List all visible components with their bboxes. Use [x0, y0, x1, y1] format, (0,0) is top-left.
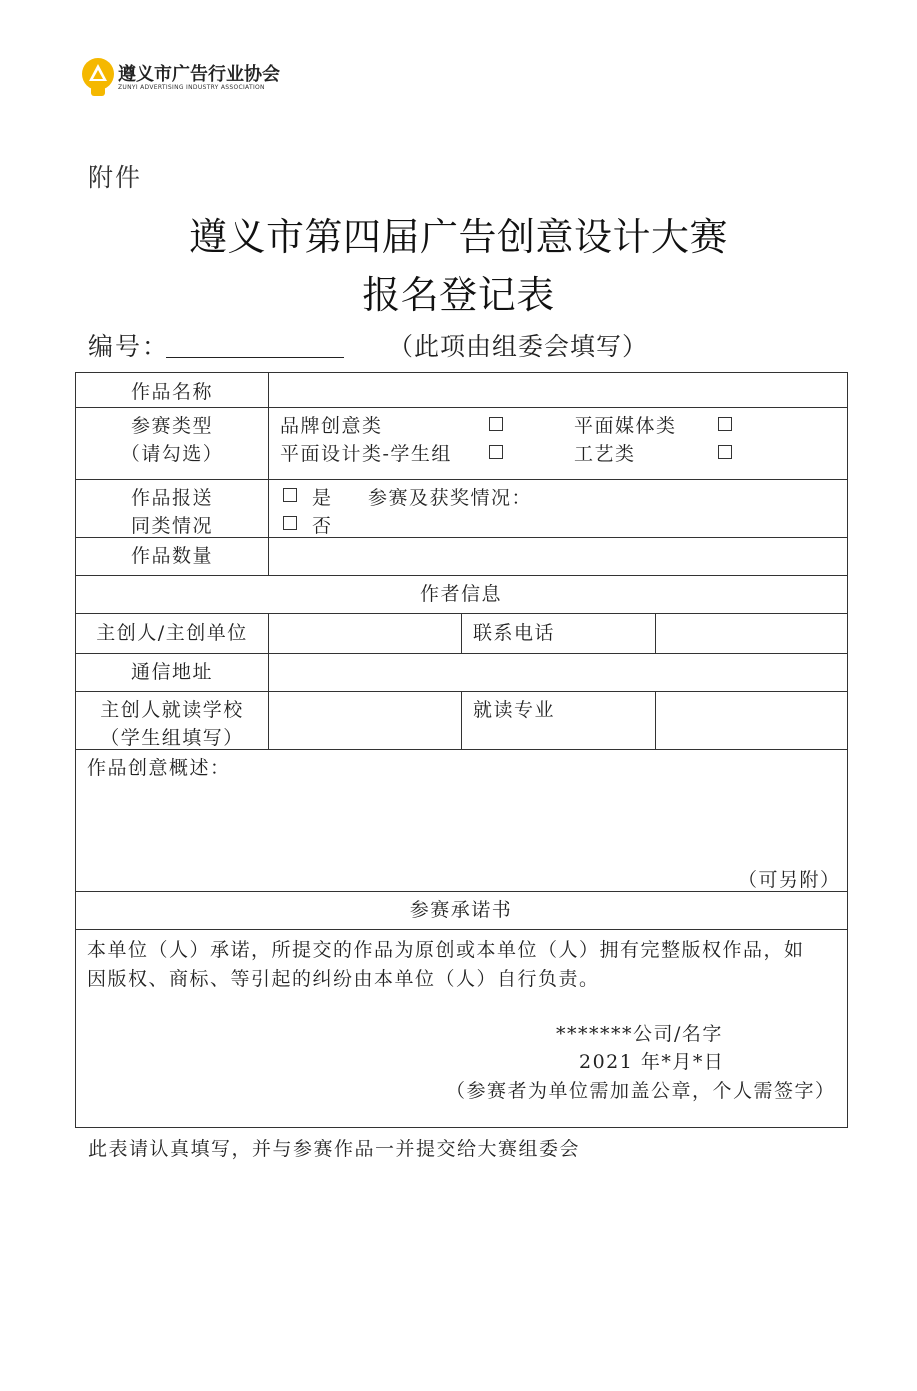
concept-label: 作品创意概述：: [87, 757, 231, 779]
school-label: 主创人就读学校: [100, 699, 244, 721]
option-graphic-student-checkbox[interactable]: [489, 445, 503, 459]
row-divider: [76, 929, 847, 930]
row-divider: [76, 575, 847, 576]
work-name-field[interactable]: [270, 375, 845, 405]
similar-label: 作品报送: [130, 487, 213, 509]
footer-note: 此表请认真填写，并与参赛作品一并提交给大赛组委会: [88, 1138, 581, 1160]
row-divider: [76, 891, 847, 892]
concept-field[interactable]: [78, 781, 844, 863]
pledge-section-header: 参赛承诺书: [409, 899, 513, 921]
number-row: [88, 327, 788, 363]
column-divider: [268, 613, 269, 749]
option-craft-checkbox[interactable]: [718, 445, 732, 459]
option-craft-label: 工艺类: [574, 443, 636, 465]
similar-label-line2: 同类情况: [130, 515, 213, 537]
concept-note: （可另附）: [738, 869, 841, 891]
logo-chinese-name: 遵义市广告行业协会: [118, 64, 280, 85]
column-divider: [655, 613, 656, 653]
number-label: 编号：: [88, 332, 170, 361]
column-divider: [655, 691, 656, 749]
option-print-media-label: 平面媒体类: [574, 415, 677, 437]
count-label: 作品数量: [130, 545, 213, 567]
similar-yes-checkbox[interactable]: [283, 488, 297, 502]
option-graphic-student-label: 平面设计类-学生组: [280, 443, 452, 465]
option-brand-creative-checkbox[interactable]: [489, 417, 503, 431]
similar-no-label: 否: [312, 515, 333, 537]
awards-label: 参赛及获奖情况：: [368, 487, 533, 509]
number-note: （此项由组委会填写）: [388, 332, 649, 361]
signature-date: 2021 年*月*日: [579, 1051, 725, 1073]
school-field[interactable]: [270, 693, 459, 747]
column-divider: [268, 373, 269, 575]
count-field[interactable]: [270, 539, 845, 573]
row-divider: [76, 653, 847, 654]
author-section-header: 作者信息: [419, 583, 502, 605]
address-label: 通信地址: [130, 661, 213, 683]
signature-name: *******公司/名字: [556, 1023, 723, 1045]
pledge-text-line1: 本单位（人）承诺，所提交的作品为原创或本单位（人）拥有完整版权作品，如: [87, 939, 805, 961]
page-title: 遵义市第四届广告创意设计大赛: [188, 215, 728, 259]
row-divider: [76, 407, 847, 408]
logo-english-name: ZUNYI ADVERTISING INDUSTRY ASSOCIATION: [118, 84, 265, 91]
lightbulb-logo-icon: [80, 56, 116, 100]
similar-yes-label: 是: [312, 487, 333, 509]
option-brand-creative-label: 品牌创意类: [280, 415, 383, 437]
signature-note: （参赛者为单位需加盖公章，个人需签字）: [446, 1080, 836, 1102]
phone-field[interactable]: [657, 615, 845, 651]
address-field[interactable]: [270, 655, 845, 689]
major-label: 就读专业: [473, 699, 556, 721]
phone-label: 联系电话: [473, 622, 556, 644]
creator-field[interactable]: [270, 615, 459, 651]
school-label-hint: （学生组填写）: [100, 727, 244, 749]
similar-no-checkbox[interactable]: [283, 516, 297, 530]
work-name-label: 作品名称: [130, 381, 213, 403]
column-divider: [461, 691, 462, 749]
category-label: 参赛类型: [130, 415, 213, 437]
row-divider: [76, 479, 847, 480]
page-subtitle: 报名登记表: [362, 273, 555, 317]
column-divider: [461, 613, 462, 653]
registration-form-table: [75, 372, 848, 1128]
association-logo: [80, 56, 320, 100]
major-field[interactable]: [657, 693, 845, 747]
number-blank-line[interactable]: [166, 357, 344, 358]
category-label-hint: （请勾选）: [120, 443, 224, 465]
pledge-text-line2: 因版权、商标、等引起的纠纷由本单位（人）自行负责。: [87, 968, 600, 990]
creator-label: 主创人/主创单位: [96, 622, 248, 644]
attachment-label: 附件: [88, 163, 143, 192]
option-print-media-checkbox[interactable]: [718, 417, 732, 431]
